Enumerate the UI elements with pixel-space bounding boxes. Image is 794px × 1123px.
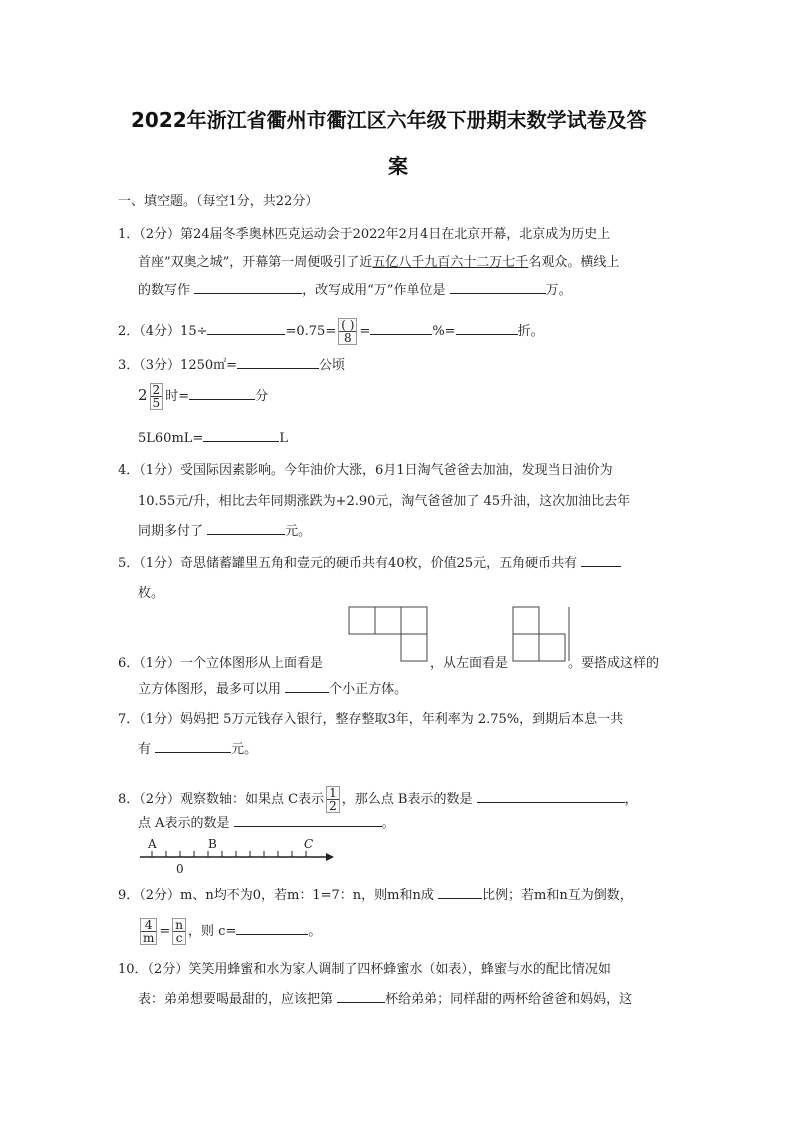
underlined-number: 五亿八千九百六十二万七千 xyxy=(372,255,529,270)
point-c-label: C xyxy=(304,837,314,851)
page-title-continued: 案 xyxy=(388,154,408,178)
top-view-figure xyxy=(348,606,428,666)
question-10-line-2: 表：弟弟想要喝最甜的，应该把第 杯给弟弟；同样甜的两杯给爸爸和妈妈，这 xyxy=(138,988,632,1007)
question-4-line-3: 同期多付了 元。 xyxy=(138,520,311,539)
question-2: 2．（4分）15÷ =0.75= $\frac{( )}{8}$ = %= 折。 xyxy=(118,318,544,345)
question-6-text-b: ，从左面看是 xyxy=(430,656,509,671)
answer-blank[interactable] xyxy=(207,320,285,335)
question-5-line-2: 枚。 xyxy=(138,586,165,601)
question-1-line-1: 1．（2分）第24届冬季奥林匹克运动会于2022年2月4日在北京开幕，北京成为历史上 xyxy=(118,227,611,242)
fraction-4-over-m: $\frac{4}{m}$ xyxy=(140,918,157,945)
question-8-line-1: 8．（2分）观察数轴：如果点 C表示 $\frac{1}{2}$ ，那么点 B表示的数是 ， xyxy=(118,786,638,813)
answer-blank[interactable] xyxy=(203,427,279,442)
answer-blank[interactable] xyxy=(207,520,285,535)
answer-blank[interactable] xyxy=(237,354,319,369)
arrow-icon xyxy=(326,853,334,861)
question-9-line-1: 9．（2分）m、n均不为0，若m：1=7：n，则m和n成 比例；若m和n互为倒数， xyxy=(118,884,633,903)
fraction-box: $\frac{( )}{8}$ xyxy=(338,318,357,345)
answer-blank[interactable] xyxy=(456,320,518,335)
answer-blank[interactable] xyxy=(194,279,302,294)
left-view-figure xyxy=(512,606,572,666)
question-1-line-3: 的数写作 ，改写成用“万”作单位是 万。 xyxy=(138,279,572,298)
question-6-text-c: 。要搭成这样的 xyxy=(568,656,660,671)
answer-blank[interactable] xyxy=(477,788,625,803)
question-7-line-1: 7．（1分）妈妈把 5万元钱存入银行，整存整取3年，年利率为 2.75%，到期后本息一共 xyxy=(118,712,624,727)
question-3-line-2: 2 $\frac{2}{5}$ 时= 分 xyxy=(138,383,269,410)
section-heading: 一、填空题。（每空1分，共22分） xyxy=(118,194,319,209)
answer-blank[interactable] xyxy=(236,920,308,935)
mixed-fraction: $\frac{2}{5}$ xyxy=(150,383,164,410)
axis-ticks xyxy=(152,851,306,857)
answer-blank[interactable] xyxy=(285,678,329,693)
fraction-n-over-c: $\frac{n}{c}$ xyxy=(172,918,186,945)
question-9-line-2: $\frac{4}{m}$ = $\frac{n}{c}$ ，则 c= 。 xyxy=(138,918,321,945)
answer-blank[interactable] xyxy=(155,738,231,753)
point-b-label: B xyxy=(208,837,217,851)
question-4-line-2: 10.55元/升，相比去年同期涨跌为+2.90元，淘气爸爸加了 45升油，这次加油比去年 xyxy=(138,494,631,509)
answer-blank[interactable] xyxy=(234,812,382,827)
fraction-half: $\frac{1}{2}$ xyxy=(326,786,340,813)
question-3-line-3: 5L60mL= L xyxy=(138,427,288,446)
question-7-line-2: 有 元。 xyxy=(138,738,257,757)
question-4-line-1: 4．（1分）受国际因素影响。今年油价大涨，6月1日淘气爸爸去加油，发现当日油价为 xyxy=(118,463,613,478)
answer-blank[interactable] xyxy=(370,320,432,335)
number-line xyxy=(138,834,338,876)
question-5-line-1: 5．（1分）奇思储蓄罐里五角和壹元的硬币共有40枚，价值25元，五角硬币共有 xyxy=(118,552,621,571)
page-title: 2022年浙江省衢州市衢江区六年级下册期末数学试卷及答 xyxy=(131,108,647,132)
question-1-line-2: 首座”双奥之城”，开幕第一周便吸引了近五亿八千九百六十二万七千名观众。横线上 xyxy=(138,255,620,270)
answer-blank[interactable] xyxy=(450,279,546,294)
answer-blank[interactable] xyxy=(337,988,385,1003)
question-8-line-2: 点 A表示的数是 。 xyxy=(138,812,395,831)
answer-blank[interactable] xyxy=(438,884,482,899)
question-10-line-1: 10．（2分）笑笑用蜂蜜和水为家人调制了四杯蜂蜜水（如表），蜂蜜与水的配比情况如 xyxy=(118,962,611,977)
question-3-line-1: 3．（3分）1250㎡= 公顷 xyxy=(118,354,345,373)
point-a-label: A xyxy=(148,837,157,851)
answer-blank[interactable] xyxy=(581,552,621,567)
question-6-line-2: 立方体图形，最多可以用 个小正方体。 xyxy=(138,678,407,697)
answer-blank[interactable] xyxy=(189,385,255,400)
zero-label: 0 xyxy=(176,862,184,876)
question-6-text-a: 6．（1分）一个立体图形从上面看是 xyxy=(118,656,324,671)
